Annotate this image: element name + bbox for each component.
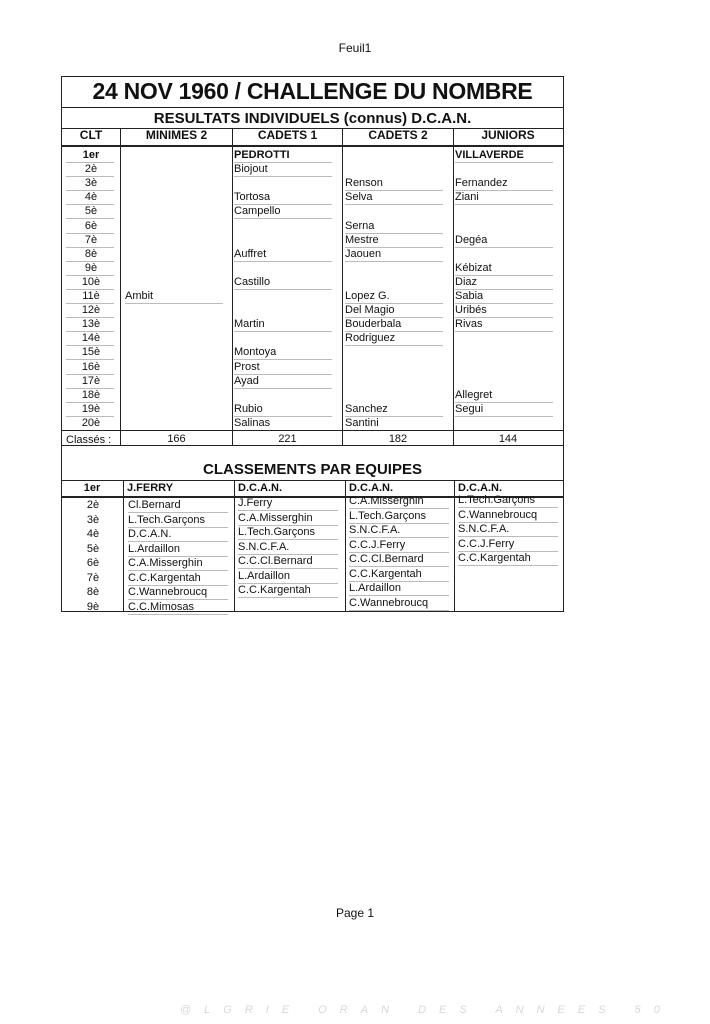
- rank-label: 11è: [82, 290, 100, 302]
- team-column-header-dcan-3: D.C.A.N.: [458, 482, 502, 494]
- athlete-name: Castillo: [234, 275, 271, 288]
- row-rule: [234, 218, 332, 219]
- rank-label: 20è: [81, 416, 101, 429]
- column-header-minimes-2: MINIMES 2: [145, 128, 208, 142]
- team-name: C.Wannebroucq: [128, 586, 208, 598]
- athlete-name: Renson: [345, 177, 383, 190]
- row-rule: [349, 610, 449, 611]
- row-rule: [458, 565, 558, 566]
- team-name: C.C.Mimosas: [128, 600, 195, 613]
- athlete-name: Tortosa: [234, 191, 271, 204]
- team-name: J.Ferry: [238, 497, 273, 509]
- column-separator: [120, 128, 121, 445]
- athlete-name: Uribés: [455, 304, 487, 317]
- column-separator: [342, 128, 343, 445]
- athlete-name: Campello: [234, 205, 281, 218]
- row-rule: [455, 247, 553, 248]
- rank-label: 12è: [81, 304, 101, 317]
- page-footer: Page 1: [335, 906, 375, 920]
- divider: [61, 480, 564, 481]
- rank-label: 14è: [81, 332, 101, 345]
- athlete-name: Biojout: [234, 163, 268, 176]
- rank-label: 13è: [81, 318, 101, 331]
- athlete-name: Allegret: [455, 388, 493, 401]
- column-header-cadets-1: CADETS 1: [257, 128, 318, 142]
- team-name: S.N.C.F.A.: [238, 540, 290, 553]
- row-rule: [455, 331, 553, 332]
- column-header-juniors: JUNIORS: [481, 128, 535, 142]
- row-rule: [128, 614, 228, 615]
- rank-label: 19è: [81, 402, 101, 415]
- team-name: C.C.Kargentah: [458, 552, 531, 564]
- team-name: S.N.C.F.A.: [458, 523, 510, 535]
- athlete-name: Martin: [234, 318, 265, 331]
- athlete-name: Serna: [345, 219, 375, 232]
- athlete-name: Segui: [455, 402, 484, 415]
- row-rule: [345, 345, 443, 346]
- rank-label: 6è: [84, 219, 98, 232]
- watermark: @LGRIE ORAN DES ANNEES 50: [180, 1004, 673, 1016]
- team-name: C.C.Kargentah: [128, 571, 201, 584]
- team-name: L.Tech.Garçons: [349, 509, 427, 522]
- divider: [61, 107, 564, 108]
- row-rule: [345, 204, 443, 205]
- row-rule: [234, 261, 332, 262]
- column-header-clt: CLT: [79, 128, 103, 142]
- row-rule: [455, 204, 553, 205]
- row-rule: [234, 289, 332, 290]
- rank-label: 4è: [84, 191, 98, 204]
- team-column-header-jferry: J.FERRY: [127, 482, 174, 494]
- rank-label: 10è: [81, 275, 101, 288]
- rank-label: 3è: [84, 177, 98, 190]
- athlete-name: Degéa: [455, 233, 488, 246]
- team-name: C.C.Kargentah: [349, 567, 422, 580]
- athlete-name: Del Magio: [345, 304, 395, 317]
- column-separator: [232, 128, 233, 445]
- team-rank-label: 9è: [86, 600, 100, 613]
- athlete-name: Kébizat: [455, 261, 492, 274]
- team-name: L.Tech.Garçons: [238, 526, 316, 538]
- team-rank-label: 5è: [86, 542, 100, 555]
- team-rank-1er: 1er: [83, 482, 101, 494]
- athlete-name: Montoya: [234, 346, 277, 359]
- row-rule: [345, 261, 443, 262]
- athlete-name: Santini: [345, 416, 379, 429]
- athlete-name: Ayad: [234, 374, 259, 387]
- athlete-name: Rodriguez: [345, 332, 396, 345]
- team-rank-label: 2è: [86, 499, 100, 511]
- athlete-name: Prost: [234, 360, 260, 373]
- team-rank-label: 3è: [86, 513, 100, 526]
- team-name: C.C.Cl.Bernard: [349, 553, 424, 565]
- row-rule: [238, 597, 338, 598]
- column-separator: [234, 480, 235, 612]
- team-name: L.Tech.Garçons: [128, 513, 206, 526]
- rank-label: 5è: [84, 205, 98, 218]
- team-name: C.Wannebroucq: [458, 508, 538, 521]
- athlete-name: Jaouen: [345, 247, 382, 260]
- team-name: Cl.Bernard: [128, 499, 181, 511]
- team-name: D.C.A.N.: [128, 528, 172, 540]
- team-rank-label: 7è: [86, 571, 100, 584]
- athlete-name: Sanchez: [345, 402, 388, 415]
- rank-label: 17è: [81, 374, 101, 387]
- row-rule: [125, 303, 223, 304]
- rank-label: 1er: [82, 149, 100, 161]
- page-title: 24 NOV 1960 / CHALLENGE DU NOMBRE: [92, 78, 533, 104]
- rank-label: 7è: [84, 233, 98, 246]
- athlete-name: Lopez G.: [345, 290, 390, 302]
- team-column-header-dcan-2: D.C.A.N.: [349, 482, 393, 494]
- team-name: C.A.Misserghin: [128, 557, 203, 569]
- team-rankings-title: CLASSEMENTS PAR EQUIPES: [203, 461, 422, 478]
- athlete-name: Ambit: [125, 290, 154, 302]
- rank-label: 9è: [84, 261, 98, 274]
- rank-label: 15è: [81, 346, 101, 359]
- team-rank-label: 4è: [86, 528, 100, 540]
- athlete-name: Selva: [345, 191, 373, 204]
- team-name: C.Wannebroucq: [349, 596, 429, 609]
- classes-count-minimes: 166: [167, 433, 186, 445]
- divider: [61, 145, 564, 147]
- team-name: L.Ardaillon: [128, 542, 180, 555]
- column-header-cadets-2: CADETS 2: [368, 128, 428, 142]
- individual-results-title: RESULTATS INDIVIDUELS (connus) D.C.A.N.: [153, 110, 472, 127]
- sheet-title: Feuil1: [338, 41, 372, 55]
- rank-label: 18è: [81, 388, 101, 401]
- row-rule: [234, 388, 332, 389]
- athlete-name: Rivas: [455, 318, 483, 331]
- divider: [61, 430, 564, 431]
- athlete-name: Fernandez: [455, 177, 508, 190]
- team-name: L.Ardaillon: [238, 569, 290, 582]
- team-name: C.C.Cl.Bernard: [238, 555, 313, 567]
- rank-label: 8è: [84, 247, 98, 260]
- team-column-header-dcan-1: D.C.A.N.: [238, 482, 282, 494]
- athlete-name: VILLAVERDE: [455, 149, 524, 161]
- classes-label: Classés :: [66, 434, 112, 446]
- athlete-name: Diaz: [455, 275, 478, 288]
- team-rank-label: 6è: [86, 557, 100, 569]
- athlete-name: Sabia: [455, 290, 484, 302]
- row-rule: [234, 331, 332, 332]
- column-separator: [453, 128, 454, 445]
- team-name: C.C.J.Ferry: [349, 538, 406, 551]
- athlete-name: Bouderbala: [345, 318, 402, 331]
- team-name: C.C.Kargentah: [238, 584, 311, 596]
- row-rule: [455, 416, 553, 417]
- row-rule: [455, 162, 553, 163]
- team-name: C.A.Misserghin: [349, 495, 424, 507]
- athlete-name: Mestre: [345, 233, 379, 246]
- row-rule: [234, 176, 332, 177]
- column-separator: [345, 480, 346, 612]
- athlete-name: Ziani: [455, 191, 479, 204]
- classes-count-cadets-1: 221: [278, 433, 297, 445]
- athlete-name: Rubio: [234, 402, 263, 415]
- athlete-name: PEDROTTI: [234, 149, 290, 161]
- team-name: L.Tech.Garçons: [458, 494, 536, 506]
- athlete-name: Salinas: [234, 416, 271, 429]
- team-name: L.Ardaillon: [349, 582, 401, 594]
- classes-count-juniors: 144: [498, 433, 518, 445]
- rank-label: 16è: [81, 360, 101, 373]
- classes-count-cadets-2: 182: [388, 433, 408, 445]
- rank-label: 2è: [84, 163, 98, 176]
- team-rank-label: 8è: [86, 586, 100, 598]
- team-name: S.N.C.F.A.: [349, 524, 401, 536]
- team-name: C.C.J.Ferry: [458, 537, 515, 550]
- divider: [61, 445, 564, 446]
- athlete-name: Auffret: [234, 247, 267, 260]
- column-separator: [454, 480, 455, 612]
- team-name: C.A.Misserghin: [238, 511, 313, 524]
